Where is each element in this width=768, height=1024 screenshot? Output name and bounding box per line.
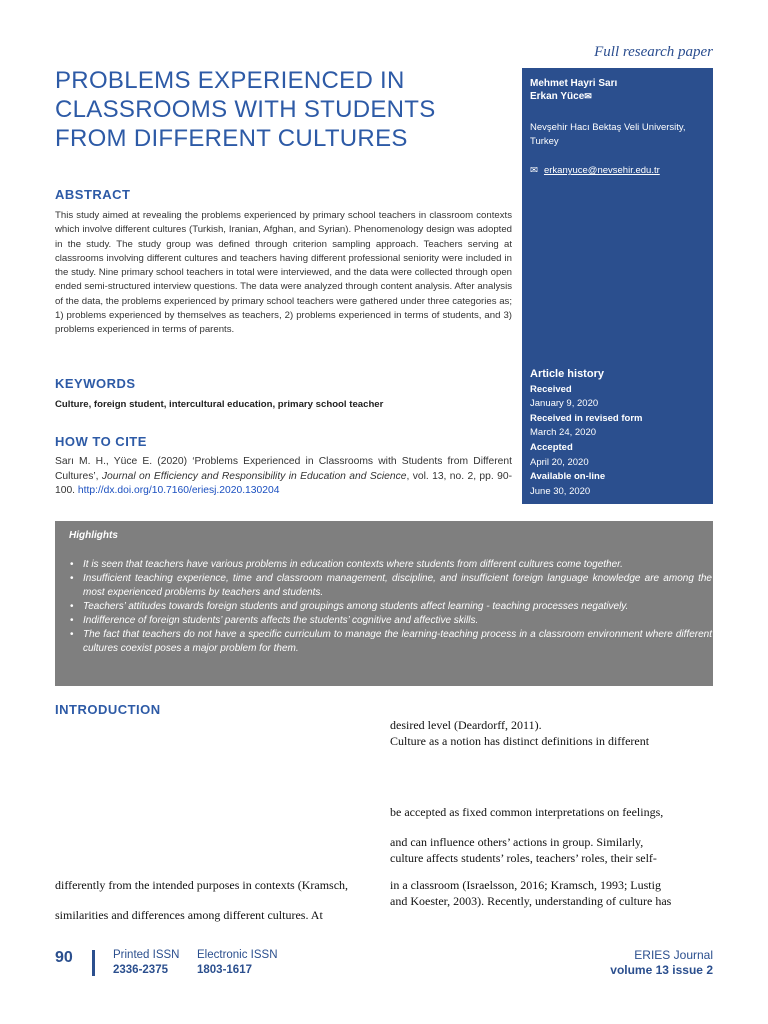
highlights-title: Highlights <box>69 530 118 541</box>
intro-line: and Koester, 2003). Recently, understanding of culture has <box>390 893 672 908</box>
author-sidebar <box>522 68 713 504</box>
history-label: Available on-line <box>530 471 606 483</box>
printed-issn <box>113 948 179 978</box>
history-label: Accepted <box>530 441 573 453</box>
history-date: March 24, 2020 <box>530 427 597 439</box>
introduction-heading: INTRODUCTION <box>55 702 161 717</box>
abstract-heading: ABSTRACT <box>55 187 131 202</box>
author-name: Mehmet Hayri Sarı <box>530 78 618 89</box>
citation-text: Sarı M. H., Yüce E. (2020) ‘Problems Experienced in Classrooms with Students from Different Cultures’, <box>55 456 512 482</box>
affiliation: Nevşehir Hacı Bektaş Veli University, Turkey <box>530 122 686 147</box>
email-link[interactable]: erkanyuce@nevsehir.edu.tr <box>543 165 660 176</box>
highlight-item: • Teachers’ attitudes towards foreign students and groupings among students affect learning - teaching processes negatively. <box>83 600 712 614</box>
page-number: 90 <box>55 949 73 966</box>
journal-volume: volume 13 issue 2 <box>610 963 713 977</box>
history-label: Received in revised form <box>530 412 643 424</box>
abstract-text: This study aimed at revealing the problems experienced by primary school teachers in classroom contexts which involve different cultures (Turkish, Iranian, Afghan, and Syrian). Phenomenology design was adopted in the study. The study group was defined through criterion sampling approach. Teachers serving at classrooms involving different cultures and teachers having different professional seniority were included in the study. Nine primary school teachers in total were interviewed, and the data were collected through open ended semi-structured interview questions. The data were analyzed through content analysis. After analysis of the data, the problems experienced by primary school teachers were gathered under three categories as; 1) problems experienced by themselves as teachers, 2) problems experienced in terms of students, and 3) problems experienced in terms of parents. <box>55 210 512 336</box>
intro-line: and can influence others’ actions in group. Similarly, <box>390 835 644 849</box>
paper-type-label: Full research paper <box>594 44 713 60</box>
highlight-item: • Indifference of foreign students’ parents affects the students’ cognitive and affective skills. <box>83 614 712 628</box>
highlights-box <box>55 521 713 686</box>
history-label: Received <box>530 383 572 395</box>
doi-link[interactable]: http://dx.doi.org/10.7160/eriesj.2020.130204 <box>77 485 280 497</box>
article-history <box>530 367 642 499</box>
envelope-icon: ✉ <box>530 165 538 176</box>
how-to-cite-heading: HOW TO CITE <box>55 434 147 449</box>
keywords-text: Culture, foreign student, intercultural education, primary school teacher <box>55 399 384 410</box>
electronic-issn-number: 1803-1617 <box>197 964 252 976</box>
printed-issn-label: Printed ISSN <box>113 949 180 961</box>
electronic-issn <box>197 948 278 978</box>
author-list <box>530 77 617 103</box>
paper-title: PROBLEMS EXPERIENCED IN CLASSROOMS WITH STUDENTS FROM DIFFERENT CULTURES <box>55 67 436 152</box>
intro-line: differently from the intended purposes in contexts (Kramsch, <box>55 878 349 892</box>
intro-text-block <box>390 878 713 909</box>
keywords-heading: KEYWORDS <box>55 376 136 391</box>
intro-line: similarities and differences among different cultures. At <box>55 908 323 922</box>
intro-text-block <box>390 718 713 749</box>
citation-text: , vol. 13, no. 2, pp. 90-100. <box>55 470 512 497</box>
citation-journal: Journal on Efficiency and Responsibility in Education and Science <box>101 470 407 482</box>
highlight-item: • Insufficient teaching experience, time and classroom management, discipline, and insufficient foreign language knowledge are among the most experienced problems by teachers and students. <box>83 572 712 600</box>
highlights-list <box>69 558 712 656</box>
history-date: June 30, 2020 <box>530 485 591 497</box>
printed-issn-number: 2336-2375 <box>113 964 168 976</box>
highlight-item: • The fact that teachers do not have a specific curriculum to manage the learning-teaching process in a classroom environment where different cultures coexist poses a major problem for them. <box>83 628 712 656</box>
journal-info <box>610 948 713 978</box>
intro-line: culture affects students’ roles, teachers’ roles, their self- <box>390 850 657 865</box>
history-date: April 20, 2020 <box>530 456 589 468</box>
journal-name: ERIES Journal <box>634 948 713 962</box>
footer-divider <box>92 950 95 976</box>
envelope-icon: ✉ <box>584 91 592 101</box>
author-name-corresponding: Erkan Yüce✉ <box>530 91 592 102</box>
intro-text-block <box>390 835 713 866</box>
intro-line: Culture as a notion has distinct definitions in different <box>390 733 650 748</box>
history-title: Article history <box>530 368 604 380</box>
electronic-issn-label: Electronic ISSN <box>197 949 278 961</box>
intro-line: in a classroom (Israelsson, 2016; Kramsch, 1993; Lustig <box>390 878 661 892</box>
email-row <box>530 165 660 176</box>
intro-line: desired level (Deardorff, 2011). <box>390 718 542 732</box>
citation <box>55 455 512 499</box>
intro-line: be accepted as fixed common interpretations on feelings, <box>390 805 664 819</box>
history-date: January 9, 2020 <box>530 398 599 410</box>
highlight-item: • It is seen that teachers have various problems in education contexts where students from different cultures come together. <box>83 558 712 572</box>
